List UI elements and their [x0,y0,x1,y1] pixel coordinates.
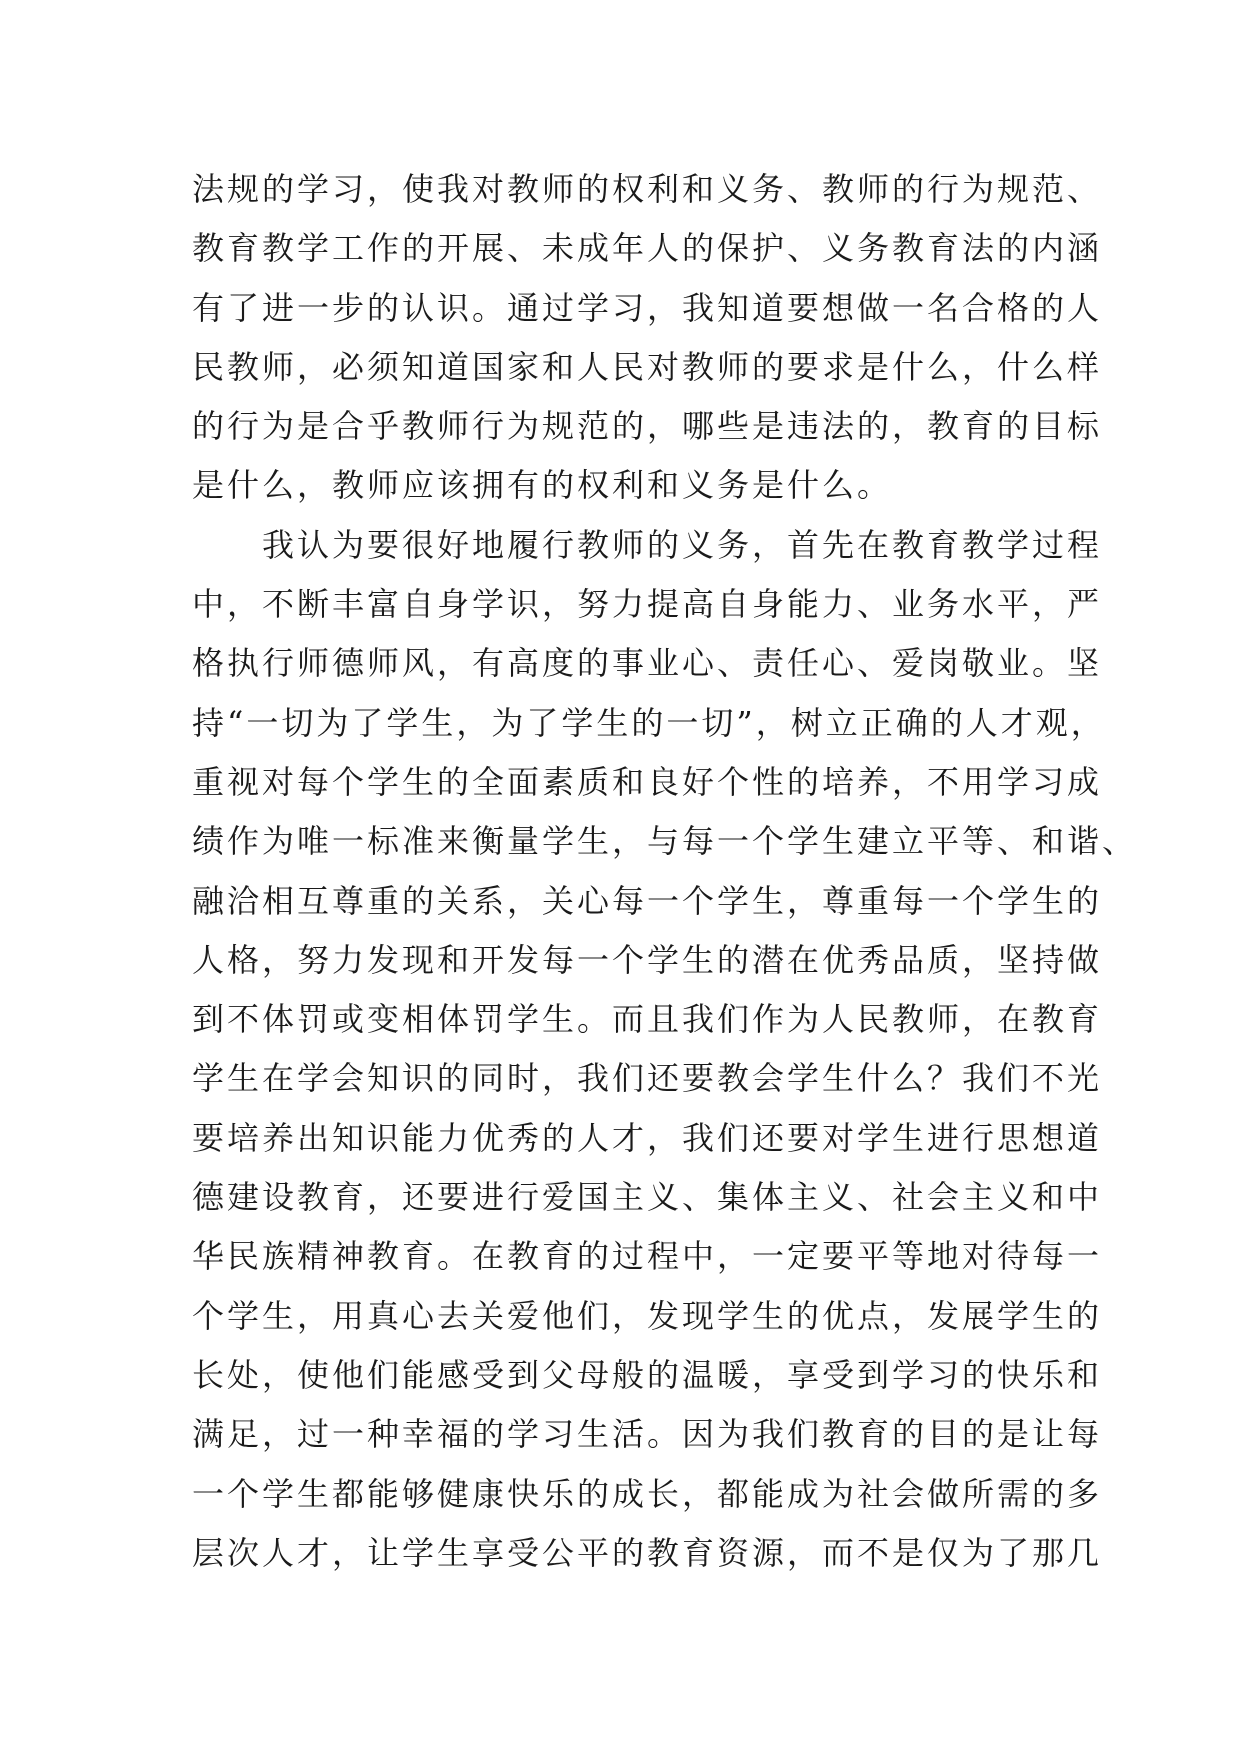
text-line: 融洽相互尊重的关系，关心每一个学生，尊重每一个学生的 [192,881,1103,920]
text-line: 到不体罚或变相体罚学生。而且我们作为人民教师，在教育 [192,1000,1103,1039]
text-line: 绩作为唯一标准来衡量学生，与每一个学生建立平等、和谐、 [192,822,1138,861]
text-line: 有了进一步的认识。通过学习，我知道要想做一名合格的人 [192,288,1103,327]
text-line: 个学生，用真心去关爱他们，发现学生的优点，发展学生的 [192,1296,1103,1335]
text-line: 重视对每个学生的全面素质和良好个性的培养，不用学习成 [192,762,1103,801]
text-line: 持“一切为了学生，为了学生的一切”，树立正确的人才观， [192,703,1106,742]
text-line: 人格，努力发现和开发每一个学生的潜在优秀品质，坚持做 [192,940,1103,979]
text-line: 是什么，教师应该拥有的权利和义务是什么。 [192,466,893,505]
text-line: 要培养出知识能力优秀的人才，我们还要对学生进行思想道 [192,1118,1103,1157]
text-line: 德建设教育，还要进行爱国主义、集体主义、社会主义和中 [192,1178,1103,1217]
text-line: 我认为要很好地履行教师的义务，首先在教育教学过程 [192,525,1103,564]
text-line: 民教师，必须知道国家和人民对教师的要求是什么，什么样 [192,347,1103,386]
text-line: 长处，使他们能感受到父母般的温暖，享受到学习的快乐和 [192,1355,1103,1394]
text-line: 层次人才，让学生享受公平的教育资源，而不是仅为了那几 [192,1533,1103,1572]
text-line: 满足，过一种幸福的学习生活。因为我们教育的目的是让每 [192,1415,1103,1454]
text-line: 中，不断丰富自身学识，努力提高自身能力、业务水平，严 [192,585,1103,624]
text-line: 一个学生都能够健康快乐的成长，都能成为社会做所需的多 [192,1474,1103,1513]
text-line: 法规的学习，使我对教师的权利和义务、教师的行为规范、 [192,170,1103,208]
text-line: 教育教学工作的开展、未成年人的保护、义务教育法的内涵 [192,229,1103,268]
body-text [192,160,1138,1583]
text-line: 的行为是合乎教师行为规范的，哪些是违法的，教育的目标 [192,407,1103,446]
text-line: 学生在学会知识的同时，我们还要教会学生什么？我们不光 [192,1059,1103,1098]
text-line: 格执行师德师风，有高度的事业心、责任心、爱岗敬业。坚 [192,644,1103,683]
text-line: 华民族精神教育。在教育的过程中，一定要平等地对待每一 [192,1237,1103,1276]
